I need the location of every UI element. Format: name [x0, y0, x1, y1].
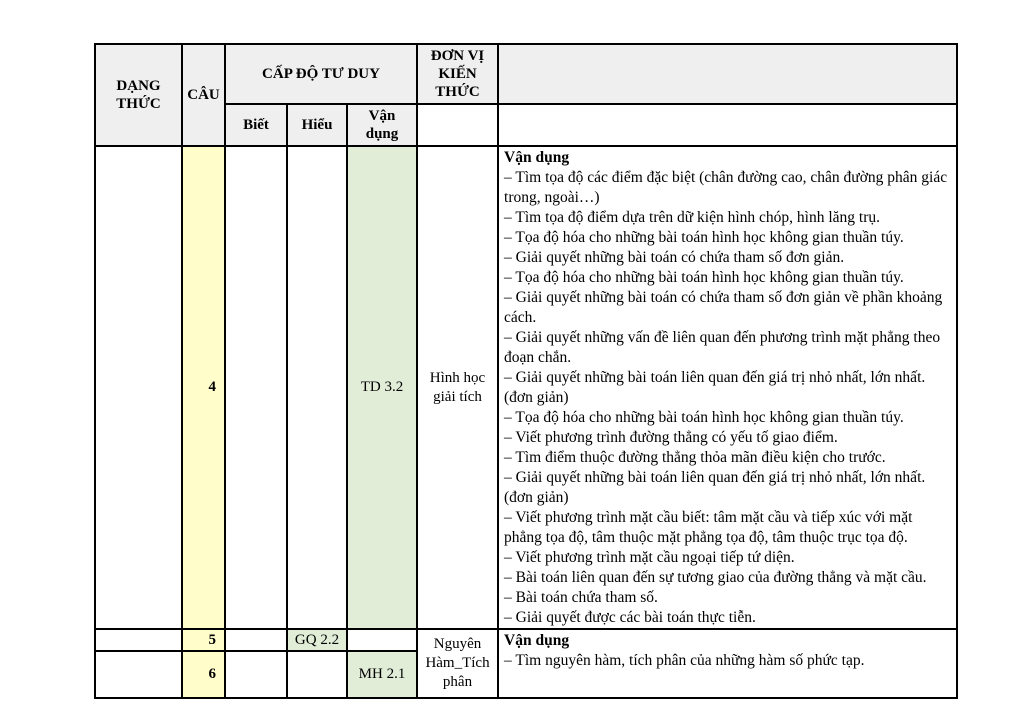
- dang-thuc-cell-row5: [95, 629, 182, 651]
- biet-cell-row5: [225, 629, 287, 651]
- biet-cell-row6: [225, 651, 287, 698]
- list-item: – Giải quyết những bài toán liên quan đến giá trị nhỏ nhất, lớn nhất.(đơn giản): [504, 369, 926, 406]
- list-item: – Tọa độ hóa cho những bài toán hình học không gian thuần túy.: [504, 409, 904, 426]
- header-dang-thuc: DẠNG THỨC: [95, 44, 182, 146]
- list-item: – Bài toán chứa tham số.: [504, 589, 658, 606]
- hieu-code-cell-row5: GQ 2.2: [287, 629, 347, 651]
- list-item: – Tìm tọa độ điểm dựa trên dữ kiện hình chóp, hình lăng trụ.: [504, 209, 880, 226]
- list-item: – Viết phương trình mặt cầu ngoại tiếp tứ diện.: [504, 549, 795, 566]
- header-cau: CÂU: [182, 44, 225, 146]
- header-don-vi-kien-thuc: ĐƠN VỊ KIẾN THỨC: [417, 44, 498, 104]
- list-item: – Tọa độ hóa cho những bài toán hình học không gian thuần túy.: [504, 229, 904, 246]
- don-vi-cell-row4: Hình học giải tích: [417, 146, 498, 629]
- header-cap-do-tu-duy: CẤP ĐỘ TƯ DUY: [225, 44, 417, 104]
- table-row-question-5: [95, 629, 957, 651]
- cau-cell-row4: 4: [182, 146, 225, 629]
- list-item: – Viết phương trình đường thẳng có yếu tố giao điểm.: [504, 429, 838, 446]
- list-item: – Bài toán liên quan đến sự tương giao của đường thẳng và mặt cầu.: [504, 569, 927, 586]
- hieu-cell-row4: [287, 146, 347, 629]
- cau-cell-row5: 5: [182, 629, 225, 651]
- list-item: – Giải quyết được các bài toán thực tiễn.: [504, 609, 756, 626]
- subheader-content-empty: [498, 104, 957, 146]
- content-cell-row4: [498, 146, 957, 629]
- list-item: – Giải quyết những bài toán có chứa tham số đơn giản.: [504, 249, 845, 266]
- cau-cell-row6: 6: [182, 651, 225, 698]
- subheader-don-vi-empty: [417, 104, 498, 146]
- content-cell-row5-6: [498, 629, 957, 698]
- list-item: – Giải quyết những bài toán liên quan đến giá trị nhỏ nhất, lớn nhất. (đơn giản): [504, 469, 926, 506]
- van-dung-cell-row5: [347, 629, 417, 651]
- list-item: – Giải quyết những bài toán có chứa tham số đơn giản về phần khoảng cách.: [504, 289, 943, 326]
- list-item: – Tọa độ hóa cho những bài toán hình học không gian thuần túy.: [504, 269, 904, 286]
- list-item: – Viết phương trình mặt cầu biết: tâm mặt cầu và tiếp xúc với mặt phẳng tọa độ, tâm thuộc mặt phẳng tọa độ, tâm thuộc trục tọa độ.: [504, 509, 913, 546]
- hieu-cell-row6: [287, 651, 347, 698]
- van-dung-code-cell-row4: TD 3.2: [347, 146, 417, 629]
- don-vi-cell-row5-6: Nguyên Hàm_Tích phân: [417, 629, 498, 698]
- van-dung-code-cell-row6: MH 2.1: [347, 651, 417, 698]
- content-list-row4: [504, 168, 952, 628]
- dang-thuc-cell-row4: [95, 146, 182, 629]
- test-spec-matrix-table: [94, 43, 958, 699]
- header-row-2: [95, 104, 957, 146]
- list-item: – Giải quyết những vấn đề liên quan đến phương trình mặt phẳng theo đoạn chắn.: [504, 329, 941, 366]
- subheader-van-dung: [347, 104, 417, 146]
- subheader-hieu: Hiểu: [287, 104, 347, 146]
- list-item: – Tìm tọa độ các điểm đặc biệt (chân đường cao, chân đường phân giác trong, ngoài…): [504, 169, 948, 206]
- subheader-biet: Biết: [225, 104, 287, 146]
- header-content-column: [498, 44, 957, 104]
- list-item: – Tìm nguyên hàm, tích phân của những hàm số phức tạp.: [504, 652, 865, 669]
- list-item: – Tìm điểm thuộc đường thẳng thỏa mãn điều kiện cho trước.: [504, 449, 886, 466]
- biet-cell-row4: [225, 146, 287, 629]
- content-heading-row5-6: Vận dụng: [504, 632, 570, 649]
- content-heading-row4: Vận dụng: [504, 149, 570, 166]
- table-row-question-4: [95, 146, 957, 629]
- content-list-row5-6: [504, 651, 952, 671]
- subheader-van-dung-label: Vận dụng: [365, 108, 399, 142]
- dang-thuc-cell-row6: [95, 651, 182, 698]
- header-row-1: [95, 44, 957, 104]
